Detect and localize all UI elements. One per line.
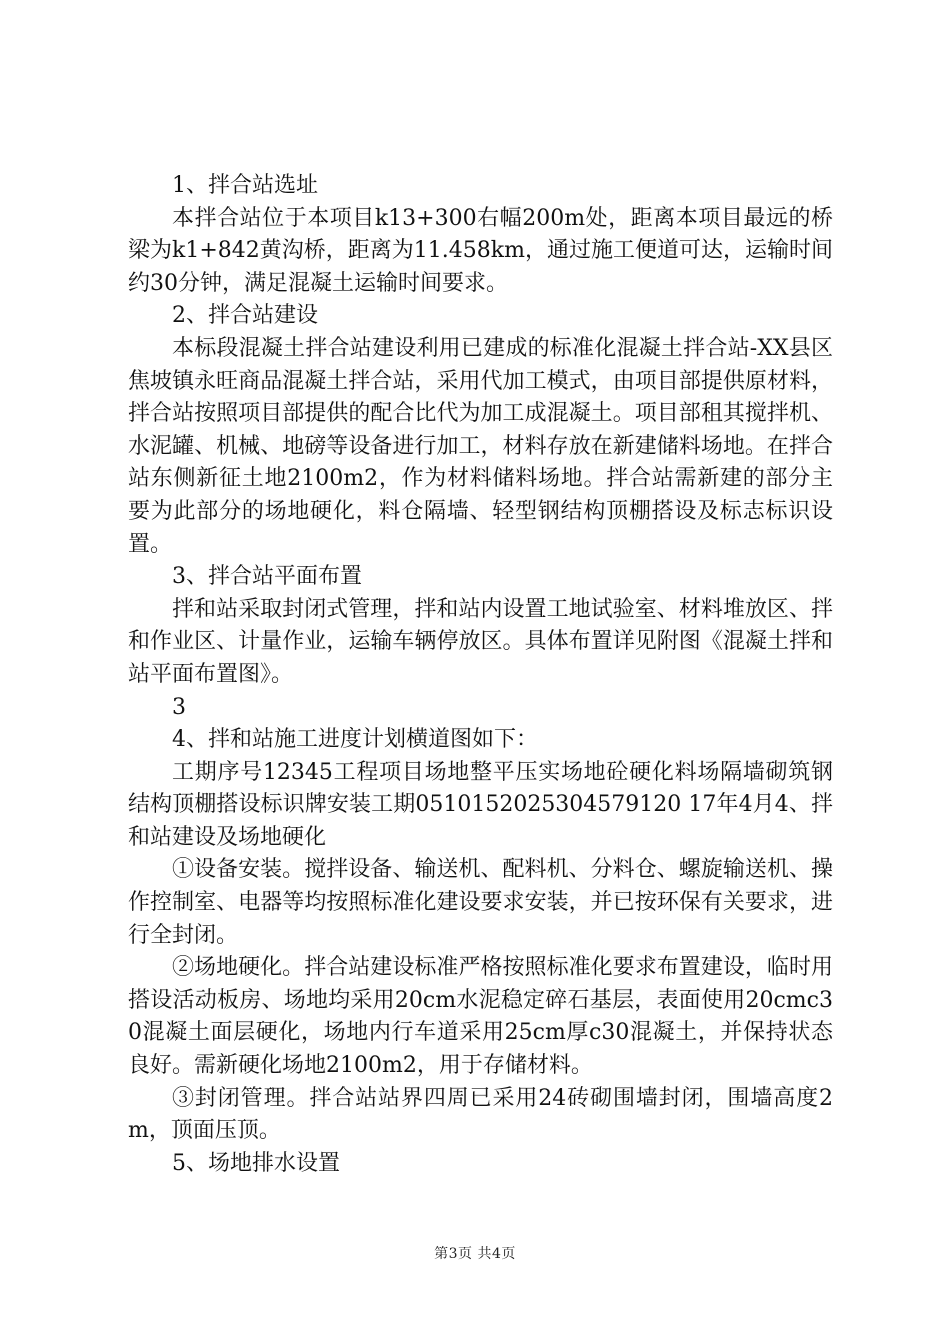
heading-station-construction: 2、拌合站建设 (172, 303, 318, 329)
paragraph-equipment: ①设备安装。搅拌设备、输送机、配料机、分料仓、螺旋输送机、操作控制室、电器等均按照标准化建设要求安装，并已按环保有关要求，进行全封闭。 (128, 857, 833, 948)
document-body (128, 170, 833, 1180)
page-footer: 第3页 共4页 (434, 1246, 516, 1262)
heading-schedule: 4、拌和站施工进度计划横道图如下： (172, 727, 538, 753)
paragraph-hardening: ②场地硬化。拌合站建设标准严格按照标准化要求布置建设，临时用搭设活动板房、场地均采用20cm水泥稳定碎石基层，表面使用20cmc30混凝土面层硬化，场地内行车道采用25cm厚c30混凝土，并保持状态良好。需新硬化场地2100m2，用于存储材料。 (128, 955, 833, 1079)
paragraph-schedule: 工期序号12345工程项目场地整平压实场地砼硬化料场隔墙砌筑钢结构顶棚搭设标识牌安装工期0510152025304579120 17年4月4、拌和站建设及场地硬化 (128, 759, 833, 850)
paragraph-enclosure: ③封闭管理。拌合站站界四周已采用24砖砌围墙封闭，围墙高度2m，顶面压顶。 (128, 1085, 833, 1144)
stray-number: 3 (172, 694, 186, 720)
heading-layout: 3、拌合站平面布置 (172, 564, 362, 590)
paragraph-station-construction: 本标段混凝土拌合站建设利用已建成的标准化混凝土拌合站-XX县区焦坡镇永旺商品混凝土拌合站，采用代加工模式，由项目部提供原材料，拌合站按照项目部提供的配合比代为加工成混凝土。项目部租其搅拌机、水泥罐、机械、地磅等设备进行加工，材料存放在新建储料场地。在拌合站东侧新征土地2100m2，作为材料储料场地。拌合站需新建的部分主要为此部分的场地硬化，料仓隔墙、轻型钢结构顶棚搭设及标志标识设置。 (128, 335, 833, 557)
paragraph-site-selection: 本拌合站位于本项目k13+300右幅200m处，距离本项目最远的桥梁为k1+842黄沟桥，距离为11.458km，通过施工便道可达，运输时间约30分钟，满足混凝土运输时间要求。 (128, 205, 833, 296)
heading-site-selection: 1、拌合站选址 (172, 173, 318, 198)
heading-drainage: 5、场地排水设置 (172, 1150, 340, 1176)
paragraph-layout: 拌和站采取封闭式管理，拌和站内设置工地试验室、材料堆放区、拌和作业区、计量作业，运输车辆停放区。具体布置详见附图《混凝土拌和站平面布置图》。 (128, 596, 833, 687)
